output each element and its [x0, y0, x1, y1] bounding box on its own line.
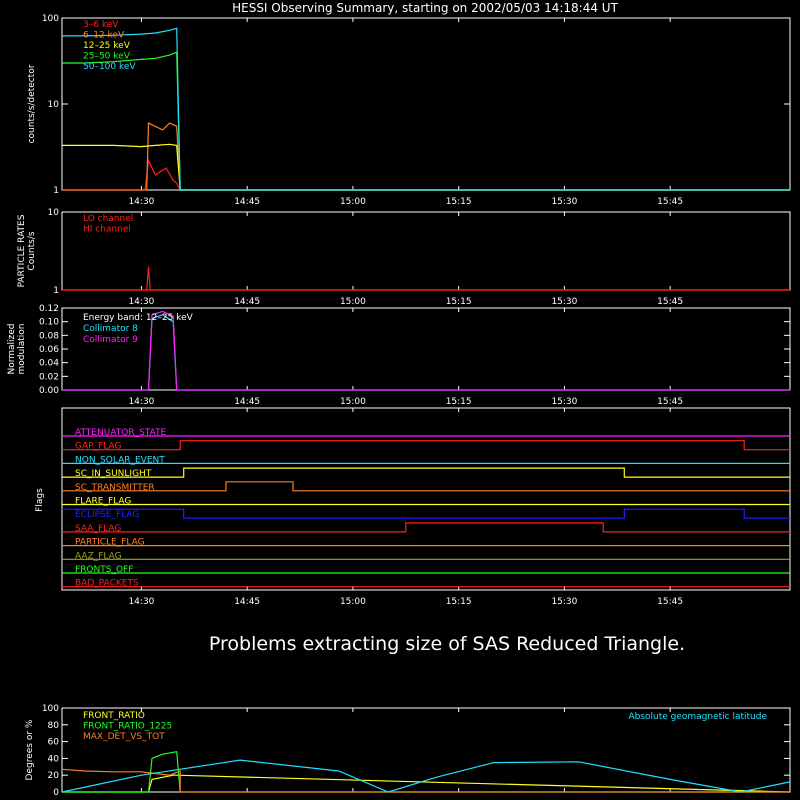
- legend-entry: FRONT_RATIO_1225: [83, 721, 173, 732]
- legend-entry: Collimator 9: [83, 335, 138, 345]
- flag-label: BAD_PACKETS: [75, 578, 139, 589]
- x-tick-label: 15:15: [445, 597, 472, 607]
- panel-particle-rates-ylabel-line1: PARTICLE RATES: [17, 214, 27, 288]
- y-tick-label: 0: [53, 788, 59, 798]
- y-tick-label: 100: [41, 14, 59, 24]
- x-tick-label: 15:00: [339, 397, 366, 407]
- x-tick-label: 15:15: [445, 397, 472, 407]
- legend-entry: 12–25 keV: [83, 41, 130, 51]
- legend-entry: Energy band: 12–25 keV: [83, 313, 193, 323]
- y-tick-label: 100: [41, 704, 59, 714]
- y-tick-label: 0.12: [38, 304, 59, 314]
- x-tick-label: 15:00: [339, 297, 366, 307]
- x-tick-label: 15:45: [657, 597, 684, 607]
- x-tick-label: 15:00: [339, 197, 366, 207]
- y-tick-label: 0.10: [38, 317, 59, 328]
- x-tick-label: 15:15: [445, 297, 472, 307]
- flag-label: ECLIPSE_FLAG: [75, 510, 140, 521]
- panel-modulation-ylabel-line2: modulation: [17, 323, 27, 375]
- legend-entry: Absolute geomagnetic latitude: [628, 712, 767, 722]
- flag-label: SC_TRANSMITTER: [75, 482, 155, 493]
- x-tick-label: 15:30: [551, 197, 578, 207]
- panel-count-rates-ylabel: counts/s/detector: [27, 64, 37, 144]
- flag-label: PARTICLE_FLAG: [75, 537, 145, 548]
- y-tick-label: 1: [53, 286, 59, 296]
- legend-entry: LO channel: [83, 214, 134, 224]
- flag-label: SAA_FLAG: [75, 523, 122, 534]
- x-tick-label: 14:30: [128, 397, 155, 407]
- x-tick-label: 15:45: [657, 197, 684, 207]
- y-tick-label: 0.08: [38, 331, 59, 342]
- error-message: Problems extracting size of SAS Reduced Triangle.: [208, 633, 686, 655]
- legend-entry: 6–12 keV: [83, 30, 125, 41]
- x-tick-label: 14:45: [234, 197, 261, 207]
- x-tick-label: 15:45: [657, 297, 684, 307]
- legend-entry: MAX_DET_VS_TOT: [83, 732, 165, 742]
- y-tick-label: 40: [47, 754, 59, 765]
- x-tick-label: 14:45: [234, 597, 261, 607]
- x-tick-label: 15:30: [551, 297, 578, 307]
- panel-flags-ylabel: Flags: [35, 488, 45, 512]
- panel-ratios-ylabel: Degrees or %: [25, 719, 35, 781]
- x-tick-label: 15:30: [551, 597, 578, 607]
- flag-label: FRONTS_OFF: [75, 565, 134, 575]
- figure-title: HESSI Observing Summary, starting on 2002/05/03 14:18:44 UT: [232, 1, 618, 15]
- y-tick-label: 60: [47, 737, 59, 748]
- flag-label: GAP_FLAG: [75, 441, 122, 452]
- x-tick-label: 15:00: [339, 597, 366, 607]
- flag-label: FLARE_FLAG: [75, 496, 132, 507]
- flag-label: ATTENUATOR_STATE: [75, 428, 167, 438]
- legend-entry: 25–50 keV: [83, 51, 130, 62]
- legend-entry: HI channel: [83, 224, 131, 235]
- y-tick-label: 1: [53, 186, 59, 196]
- y-tick-label: 10: [47, 208, 59, 218]
- y-tick-label: 80: [47, 720, 59, 731]
- x-tick-label: 14:30: [128, 197, 155, 207]
- legend-entry: 50–100 keV: [83, 62, 136, 72]
- panel-modulation-ylabel-line1: Normalized: [7, 323, 17, 375]
- y-tick-label: 10: [47, 100, 59, 110]
- flag-label: AAZ_FLAG: [75, 551, 122, 562]
- y-tick-label: 0.02: [38, 372, 59, 383]
- panel-particle-rates-legend: [83, 214, 133, 235]
- x-tick-label: 14:45: [234, 297, 261, 307]
- y-tick-label: 20: [47, 771, 59, 782]
- panel-particle-rates-ylabel-line2: Counts/s: [27, 231, 37, 271]
- y-tick-label: 0.06: [38, 345, 59, 355]
- flag-label: SC_IN_SUNLIGHT: [75, 469, 152, 480]
- x-tick-label: 15:30: [551, 397, 578, 407]
- legend-entry: FRONT_RATIO: [83, 711, 145, 721]
- x-tick-label: 14:45: [234, 397, 261, 407]
- flag-label: NON_SOLAR_EVENT: [75, 455, 165, 466]
- legend-entry: 3–6 keV: [83, 20, 119, 30]
- x-tick-label: 15:15: [445, 197, 472, 207]
- x-tick-label: 14:30: [128, 597, 155, 607]
- y-tick-label: 0.04: [38, 358, 59, 369]
- legend-entry: Collimator 8: [83, 324, 138, 334]
- y-tick-label: 0.00: [38, 386, 59, 396]
- x-tick-label: 15:45: [657, 397, 684, 407]
- x-tick-label: 14:30: [128, 297, 155, 307]
